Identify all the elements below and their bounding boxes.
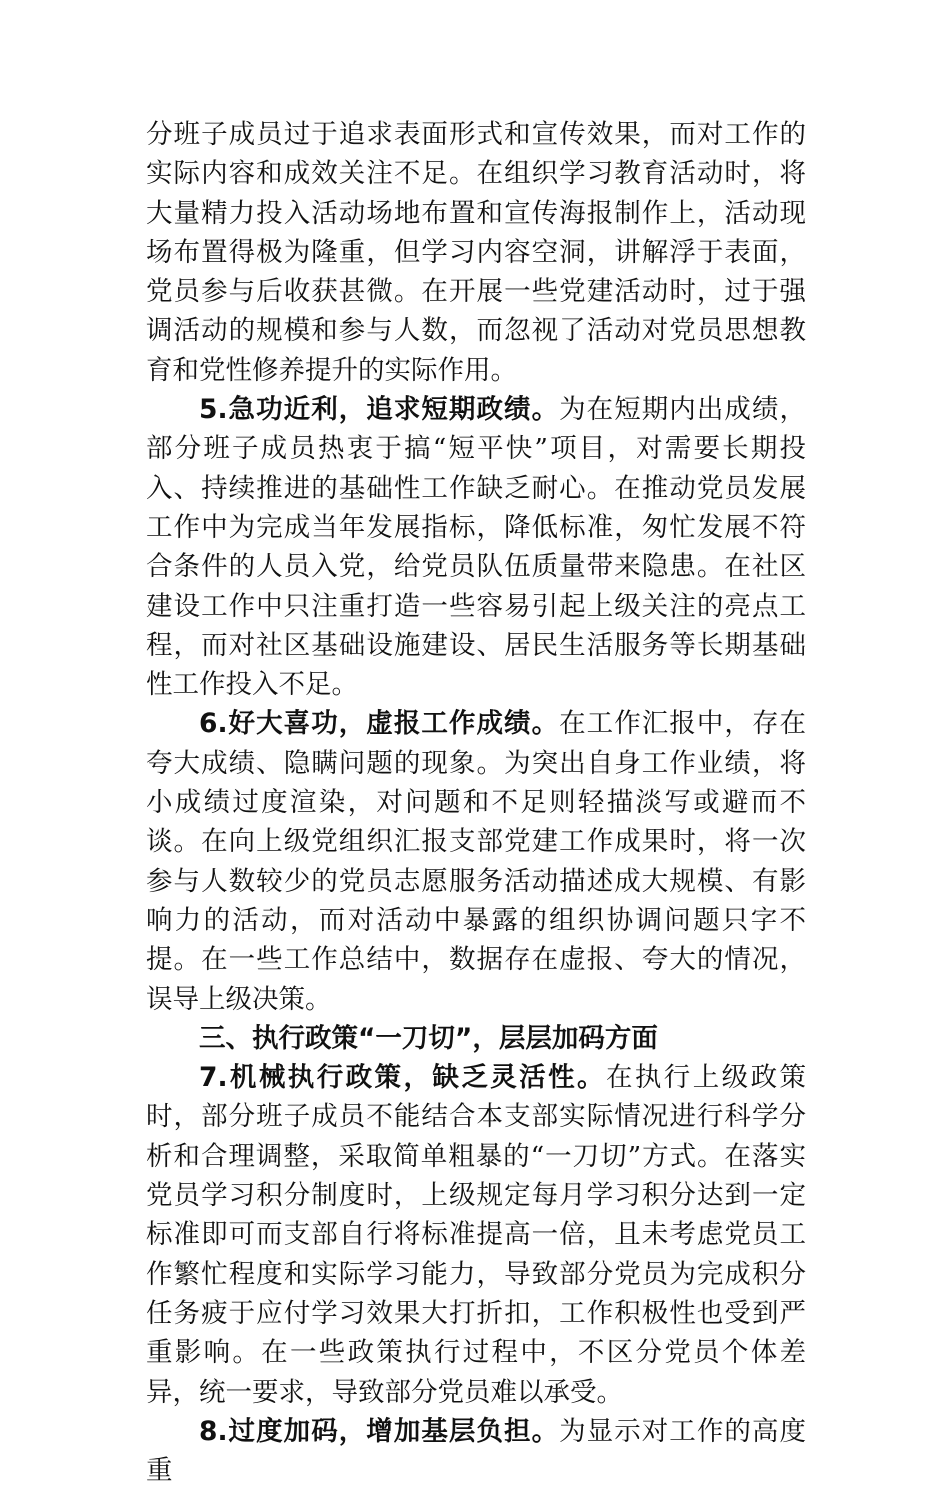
paragraph-text: 为显示对工作的高度重 [146, 1415, 806, 1487]
paragraph-heading: 5.急功近利，追求短期政绩。 [199, 394, 560, 426]
paragraph-text: 为在短期内出成绩，部分班子成员热衷于搞“短平快”项目，对需要长期投入、持续推进的基础性工作缺乏耐心。在推动党员发展工作中为完成当年发展指标，降低标准，匆忙发展不符合条件的人员入党，给党员队伍质量带来隐患。在社区建设工作中只注重打造一些容易引起上级关注的亮点工程，而对社区基础设施建设、居民生活服务等长期基础性工作投入不足。 [146, 394, 806, 701]
section-title: 三、执行政策“一刀切”，层层加码方面 [199, 1022, 658, 1054]
paragraph-item-7 [146, 1058, 806, 1412]
paragraph-continuation [146, 115, 806, 390]
paragraph-text: 分班子成员过于追求表面形式和宣传效果，而对工作的实际内容和成效关注不足。在组织学习教育活动时，将大量精力投入活动场地布置和宣传海报制作上，活动现场布置得极为隆重，但学习内容空洞，讲解浮于表面，党员参与后收获甚微。在开展一些党建活动时，过于强调活动的规模和参与人数，而忽视了活动对党员思想教育和党性修养提升的实际作用。 [146, 119, 806, 386]
document-page [146, 115, 806, 1490]
paragraph-heading: 7.机械执行政策，缺乏灵活性。 [199, 1062, 606, 1094]
paragraph-heading: 8.过度加码，增加基层负担。 [199, 1415, 560, 1447]
paragraph-item-8 [146, 1412, 806, 1490]
paragraph-item-6 [146, 704, 806, 1018]
paragraph-item-5 [146, 390, 806, 704]
paragraph-text: 在执行上级政策时，部分班子成员不能结合本支部实际情况进行科学分析和合理调整，采取简单粗暴的“一刀切”方式。在落实党员学习积分制度时，上级规定每月学习积分达到一定标准即可而支部自行将标准提高一倍，且未考虑党员工作繁忙程度和实际学习能力，导致部分党员为完成积分任务疲于应付学习效果大打折扣，工作积极性也受到严重影响。在一些政策执行过程中，不区分党员个体差异，统一要求，导致部分党员难以承受。 [146, 1062, 806, 1408]
paragraph-text: 在工作汇报中，存在夸大成绩、隐瞒问题的现象。为突出自身工作业绩，将小成绩过度渲染，对问题和不足则轻描淡写或避而不谈。在向上级党组织汇报支部党建工作成果时，将一次参与人数较少的党员志愿服务活动描述成大规模、有影响力的活动，而对活动中暴露的组织协调问题只字不提。在一些工作总结中，数据存在虚报、夸大的情况，误导上级决策。 [146, 708, 806, 1015]
paragraph-heading: 6.好大喜功，虚报工作成绩。 [199, 708, 560, 740]
